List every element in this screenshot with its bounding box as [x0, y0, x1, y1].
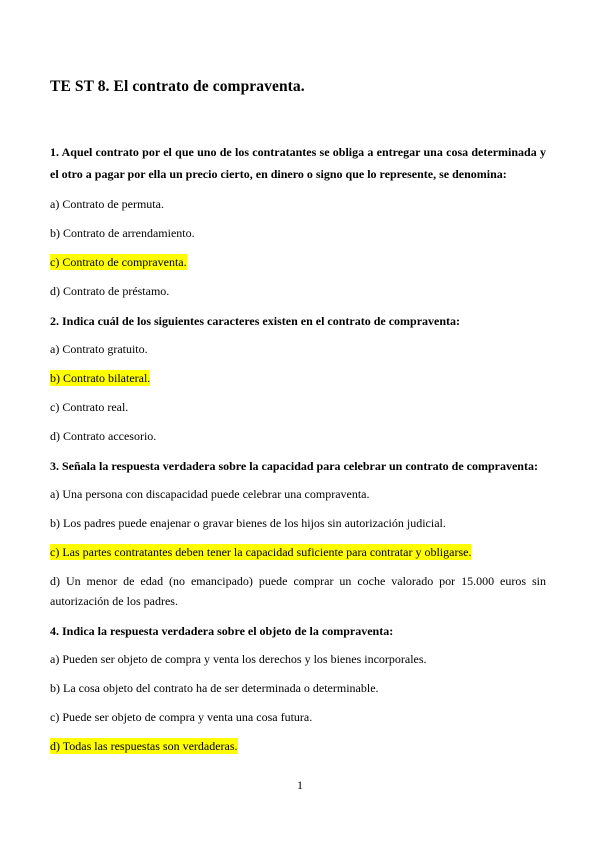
question-4-option-c: c) Puede ser objeto de compra y venta una cosa futura. — [50, 710, 313, 724]
question-4-option-b: b) La cosa objeto del contrato ha de ser determinada o determinable. — [50, 681, 379, 695]
question-2-option-b: b) Contrato bilateral. — [50, 371, 151, 385]
question-4-option-d: d) Todas las respuestas son verdaderas. — [50, 739, 238, 753]
question-1-option-b: b) Contrato de arrendamiento. — [50, 226, 195, 240]
test-content — [50, 141, 546, 765]
question-2-option-c: c) Contrato real. — [50, 400, 129, 414]
question-3-option-b: b) Los padres puede enajenar o gravar bienes de los hijos sin autorización judicial. — [50, 516, 446, 530]
question-3: 3. Señala la respuesta verdadera sobre la capacidad para celebrar un contrato de compraventa: — [50, 459, 538, 473]
question-2-option-a: a) Contrato gratuito. — [50, 342, 148, 356]
question-4: 4. Indica la respuesta verdadera sobre el objeto de la compraventa: — [50, 624, 394, 638]
question-1: 1. Aquel contrato por el que uno de los contratantes se obliga a entregar una cosa determinada y el otro a pagar por ella un precio cierto, en dinero o signo que lo represente, se denomina: — [50, 145, 546, 181]
question-3-option-a: a) Una persona con discapacidad puede celebrar una compraventa. — [50, 487, 370, 501]
question-1-option-a: a) Contrato de permuta. — [50, 197, 164, 211]
question-2: 2. Indica cuál de los siguientes caracteres existen en el contrato de compraventa: — [50, 314, 461, 328]
page-title: TE ST 8. El contrato de compraventa. — [50, 78, 305, 95]
page-number: 1 — [297, 778, 303, 792]
question-2-option-d: d) Contrato accesorio. — [50, 429, 157, 443]
question-3-option-c: c) Las partes contratantes deben tener la capacidad suficiente para contratar y obligarse. — [50, 545, 472, 559]
question-4-option-a: a) Pueden ser objeto de compra y venta los derechos y los bienes incorporales. — [50, 652, 427, 666]
question-3-option-d: d) Un menor de edad (no emancipado) puede comprar un coche valorado por 15.000 euros sin autorización de los padres. — [50, 574, 546, 608]
question-1-option-c: c) Contrato de compraventa. — [50, 255, 187, 269]
question-1-option-d: d) Contrato de préstamo. — [50, 284, 170, 298]
